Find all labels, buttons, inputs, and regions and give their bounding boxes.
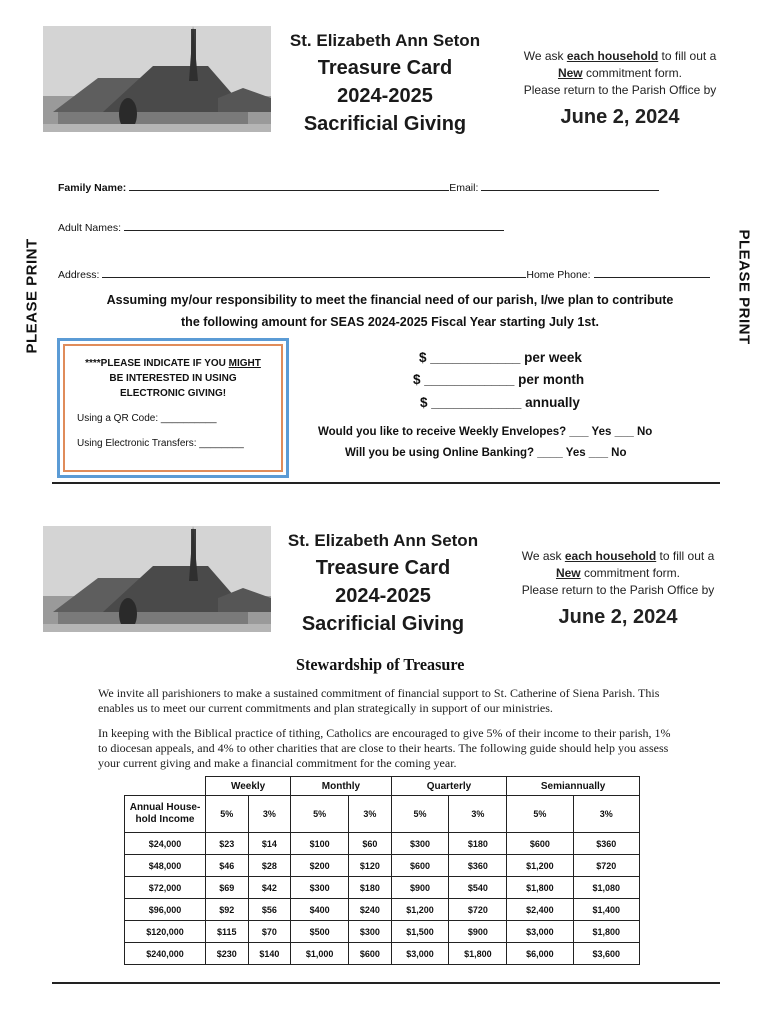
table-cell: $92 — [206, 899, 249, 921]
table-cell: $1,800 — [507, 877, 573, 899]
card-year: 2024-2025 — [335, 585, 431, 607]
home-phone-label: Home Phone: — [526, 269, 591, 281]
table-cell: $200 — [291, 855, 349, 877]
address-field[interactable] — [58, 267, 710, 281]
adult-names-label: Adult Names: — [58, 222, 122, 234]
percent-cell: 5% — [391, 796, 449, 833]
income-cell: $96,000 — [125, 899, 206, 921]
percent-cell: 3% — [248, 796, 291, 833]
percent-header-row — [125, 796, 640, 833]
percent-cell: 5% — [206, 796, 249, 833]
table-cell: $1,400 — [573, 899, 639, 921]
table-cell: $600 — [349, 943, 392, 965]
table-cell: $3,000 — [391, 943, 449, 965]
table-cell: $720 — [449, 899, 507, 921]
giving-guide-table — [124, 776, 640, 965]
due-date: June 2, 2024 — [560, 106, 680, 128]
table-cell: $900 — [449, 921, 507, 943]
table-cell: $3,000 — [507, 921, 573, 943]
table-cell: $720 — [573, 855, 639, 877]
table-cell: $600 — [507, 833, 573, 855]
heading-might: MIGHT — [228, 358, 261, 369]
parish-name: St. Elizabeth Ann Seton — [287, 531, 479, 550]
bottom-divider — [52, 982, 720, 984]
table-cell: $240 — [349, 899, 392, 921]
statement-line: Assuming my/our responsibility to meet the financial need of our parish, I/we plan to contribute — [106, 293, 674, 307]
card-name: Treasure Card — [317, 57, 453, 79]
notice-emphasis: each household — [564, 549, 657, 563]
notice-new: New — [555, 566, 581, 580]
percent-cell: 5% — [291, 796, 349, 833]
income-cell: $24,000 — [125, 833, 206, 855]
heading-text: ELECTRONIC GIVING! — [119, 388, 227, 399]
table-cell: $42 — [248, 877, 291, 899]
email-label: Email: — [449, 182, 479, 194]
church-illustration — [43, 526, 271, 632]
electronic-giving-box — [57, 338, 289, 478]
return-notice — [505, 48, 735, 129]
table-cell: $230 — [206, 943, 249, 965]
amount-per-week[interactable]: $ ____________ per week — [419, 350, 582, 365]
notice-return: Please return to the Parish Office by — [521, 583, 715, 597]
period-quarterly: Quarterly — [391, 777, 507, 796]
table-cell: $300 — [391, 833, 449, 855]
notice-text: commitment form. — [582, 66, 683, 80]
amount-per-month[interactable]: $ ____________ per month — [413, 372, 585, 387]
percent-cell: 3% — [573, 796, 639, 833]
family-name-label: Family Name: — [58, 182, 127, 194]
heading-text: ****PLEASE INDICATE IF YOU — [85, 358, 229, 369]
statement-line: the following amount for SEAS 2024-2025 Fiscal Year starting July 1st. — [181, 315, 599, 329]
card-subtitle: Sacrificial Giving — [303, 113, 467, 135]
table-cell: $1,800 — [449, 943, 507, 965]
notice-new: New — [557, 66, 583, 80]
table-cell: $28 — [248, 855, 291, 877]
table-cell: $1,200 — [507, 855, 573, 877]
table-cell: $60 — [349, 833, 392, 855]
home-phone-blank[interactable] — [594, 267, 710, 278]
church-photo — [43, 526, 271, 632]
table-cell: $6,000 — [507, 943, 573, 965]
please-print-left: PLEASE PRINT — [23, 238, 41, 354]
family-name-blank[interactable] — [129, 180, 449, 191]
electronic-giving-heading — [77, 356, 269, 401]
notice-text: We ask — [521, 549, 565, 563]
church-photo — [43, 26, 271, 132]
table-cell: $500 — [291, 921, 349, 943]
parish-name: St. Elizabeth Ann Seton — [289, 31, 481, 50]
card-subtitle: Sacrificial Giving — [301, 613, 465, 635]
online-banking-question[interactable]: Will you be using Online Banking? ____ Yes ___ No — [345, 447, 627, 459]
table-cell: $2,400 — [507, 899, 573, 921]
notice-emphasis: each household — [566, 49, 659, 63]
table-row — [125, 899, 640, 921]
table-cell: $180 — [349, 877, 392, 899]
table-cell: $1,500 — [391, 921, 449, 943]
income-cell: $120,000 — [125, 921, 206, 943]
period-header-row — [125, 777, 640, 796]
table-cell: $360 — [449, 855, 507, 877]
address-blank[interactable] — [102, 267, 526, 278]
percent-cell: 3% — [349, 796, 392, 833]
notice-text: commitment form. — [580, 566, 681, 580]
corner-cell — [125, 777, 206, 796]
adult-names-blank[interactable] — [124, 220, 504, 231]
income-cell: $48,000 — [125, 855, 206, 877]
address-label: Address: — [58, 269, 100, 281]
table-cell: $46 — [206, 855, 249, 877]
stewardship-title: Stewardship of Treasure — [296, 655, 465, 674]
table-cell: $140 — [248, 943, 291, 965]
card-title — [268, 528, 498, 638]
percent-cell: 3% — [449, 796, 507, 833]
table-cell: $540 — [449, 877, 507, 899]
income-header: Annual House-hold Income — [125, 796, 206, 833]
table-cell: $14 — [248, 833, 291, 855]
table-cell: $900 — [391, 877, 449, 899]
period-monthly: Monthly — [291, 777, 391, 796]
period-weekly: Weekly — [206, 777, 291, 796]
table-cell: $1,800 — [573, 921, 639, 943]
email-blank[interactable] — [481, 180, 659, 191]
card-title — [270, 28, 500, 138]
table-row — [125, 833, 640, 855]
please-print-right: PLEASE PRINT — [735, 229, 753, 345]
notice-return: Please return to the Parish Office by — [523, 83, 717, 97]
table-cell: $180 — [449, 833, 507, 855]
table-cell: $1,200 — [391, 899, 449, 921]
qr-code-option[interactable]: Using a QR Code: __________ — [77, 413, 217, 424]
table-cell: $115 — [206, 921, 249, 943]
card-year: 2024-2025 — [337, 85, 433, 107]
table-cell: $1,000 — [291, 943, 349, 965]
notice-text: to fill out a — [658, 49, 717, 63]
notice-text: to fill out a — [656, 549, 715, 563]
return-notice — [503, 548, 733, 629]
table-cell: $23 — [206, 833, 249, 855]
table-cell: $69 — [206, 877, 249, 899]
due-date: June 2, 2024 — [558, 606, 678, 628]
table-cell: $56 — [248, 899, 291, 921]
table-row — [125, 877, 640, 899]
weekly-envelopes-question[interactable]: Would you like to receive Weekly Envelopes? ___ Yes ___ No — [318, 426, 653, 438]
family-name-field[interactable] — [58, 180, 659, 194]
table-cell: $120 — [349, 855, 392, 877]
electronic-giving-inner — [63, 344, 283, 472]
stewardship-intro — [98, 686, 678, 716]
period-semiannually: Semiannually — [507, 777, 640, 796]
table-cell: $70 — [248, 921, 291, 943]
church-illustration — [43, 26, 271, 132]
table-row — [125, 921, 640, 943]
commitment-statement — [60, 289, 720, 333]
table-row — [125, 855, 640, 877]
tithing-paragraph-wrap — [98, 726, 678, 771]
table-cell: $600 — [391, 855, 449, 877]
stewardship-paragraph: We invite all parishioners to make a sustained commitment of financial support to St. Catherine of Siena Parish. This enables us to meet our current commitments and plan strategically in support of our ministries. — [98, 686, 660, 715]
electronic-transfer-option[interactable]: Using Electronic Transfers: ________ — [77, 438, 244, 449]
table-cell: $300 — [291, 877, 349, 899]
table-cell: $100 — [291, 833, 349, 855]
table-row — [125, 943, 640, 965]
amount-annually[interactable]: $ ____________ annually — [420, 395, 580, 410]
card-name: Treasure Card — [315, 557, 451, 579]
percent-cell: 5% — [507, 796, 573, 833]
section-divider — [52, 482, 720, 484]
income-cell: $72,000 — [125, 877, 206, 899]
table-cell: $300 — [349, 921, 392, 943]
table-cell: $400 — [291, 899, 349, 921]
heading-text: BE INTERESTED IN USING — [109, 373, 237, 384]
adult-names-field[interactable] — [58, 220, 504, 234]
table-cell: $360 — [573, 833, 639, 855]
table-cell: $1,080 — [573, 877, 639, 899]
table-cell: $3,600 — [573, 943, 639, 965]
income-cell: $240,000 — [125, 943, 206, 965]
notice-text: We ask — [523, 49, 567, 63]
tithing-paragraph: In keeping with the Biblical practice of tithing, Catholics are encouraged to give 5% of their income to their parish, 1% to diocesan appeals, and 4% to other charities that are close to their hearts. The following guide should help you assess your current giving and make a financial commitment for the coming year. — [98, 726, 671, 770]
